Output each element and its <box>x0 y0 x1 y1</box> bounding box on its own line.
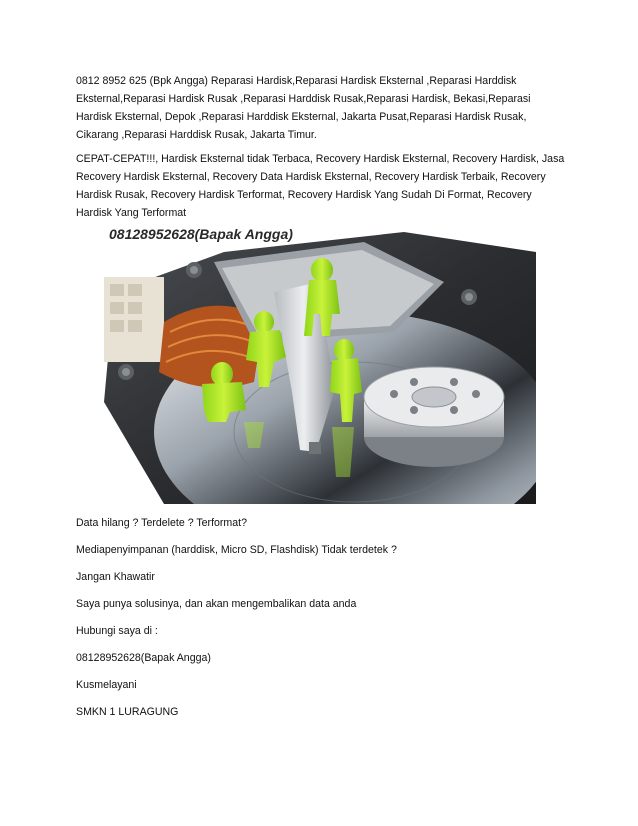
contact-name: Kusmelayani <box>76 679 137 691</box>
contact-label: Hubungi saya di : <box>76 625 158 637</box>
image-caption: 08128952628(Bapak Angga) <box>109 226 293 242</box>
media-line: Mediapenyimpanan (harddisk, Micro SD, Flashdisk) Tidak terdetek ? <box>76 544 397 556</box>
phone-number: 08128952628(Bapak Angga) <box>76 652 211 664</box>
intro-paragraph: 0812 8952 625 (Bpk Angga) Reparasi Hardisk,Reparasi Hardisk Eksternal ,Reparasi Harddisk Eksternal,Reparasi Hardisk Rusak ,Reparasi Harddisk Rusak,Reparasi Hardisk, Bekasi,Reparasi Hardisk Eksternal, Depok ,Reparasi Harddisk Eksternal, Jakarta Pusat,Reparasi Hardisk Rusak, Cikarang ,Reparasi Harddisk Rusak, Jakarta Timur. <box>76 75 531 141</box>
hard-drive-illustration <box>104 222 536 504</box>
hard-drive-photo <box>104 222 536 504</box>
solution-line: Saya punya solusinya, dan akan mengembalikan data anda <box>76 598 357 610</box>
question-line: Data hilang ? Terdelete ? Terformat? <box>76 517 247 529</box>
reassurance-line: Jangan Khawatir <box>76 571 155 583</box>
services-paragraph: CEPAT-CEPAT!!!, Hardisk Eksternal tidak Terbaca, Recovery Hardisk Eksternal, Recovery Hardisk, Jasa Recovery Hardisk Eksternal, Recovery Data Hardisk Eksternal, Recovery Hardisk Terbaik, Recovery Hardisk Rusak, Recovery Hardisk Terformat, Recovery Hardisk Yang Sudah Di Format, Recovery Hardisk Yang Terformat <box>76 153 565 219</box>
school-name: SMKN 1 LURAGUNG <box>76 706 179 718</box>
